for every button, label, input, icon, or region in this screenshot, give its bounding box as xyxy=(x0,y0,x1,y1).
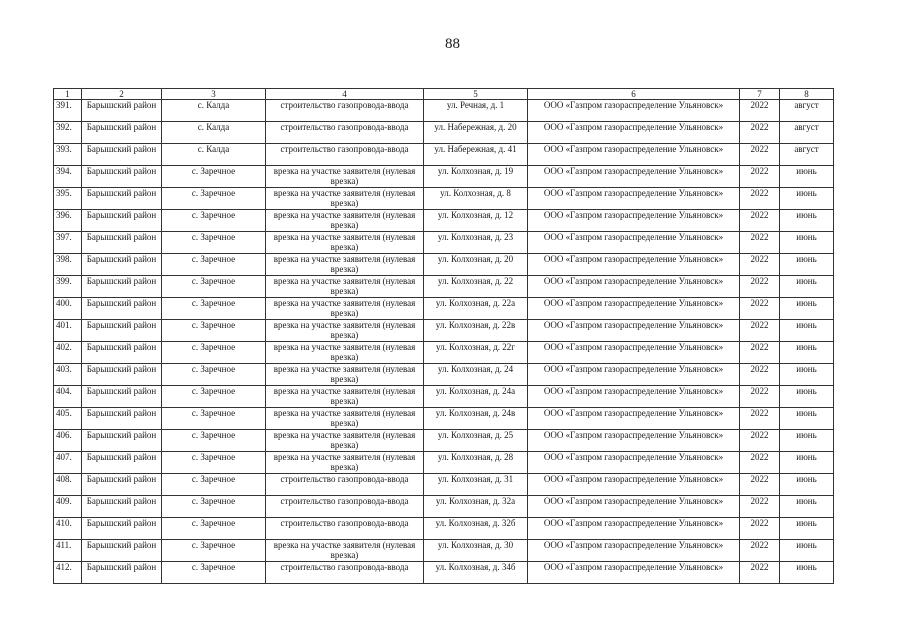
month-cell: июнь xyxy=(780,276,834,298)
column-header: 1 xyxy=(54,89,82,100)
district-cell: Барышский район xyxy=(82,210,162,232)
year-cell: 2022 xyxy=(740,166,780,188)
row-number-cell: 406. xyxy=(54,430,82,452)
organization-cell: ООО «Газпром газораспределение Ульяновск» xyxy=(528,320,740,342)
table-row xyxy=(54,452,834,474)
year-cell: 2022 xyxy=(740,320,780,342)
year-cell: 2022 xyxy=(740,100,780,122)
row-number-cell: 402. xyxy=(54,342,82,364)
locality-cell: с. Заречное xyxy=(162,210,266,232)
work-type-cell: строительство газопровода-ввода xyxy=(266,562,424,584)
locality-cell: с. Калда xyxy=(162,144,266,166)
work-type-cell: строительство газопровода-ввода xyxy=(266,100,424,122)
organization-cell: ООО «Газпром газораспределение Ульяновск» xyxy=(528,276,740,298)
month-cell: август xyxy=(780,100,834,122)
year-cell: 2022 xyxy=(740,496,780,518)
column-header: 3 xyxy=(162,89,266,100)
gas-connection-table xyxy=(53,88,834,584)
row-number-cell: 400. xyxy=(54,298,82,320)
table-row xyxy=(54,562,834,584)
column-header: 7 xyxy=(740,89,780,100)
locality-cell: с. Заречное xyxy=(162,364,266,386)
organization-cell: ООО «Газпром газораспределение Ульяновск» xyxy=(528,122,740,144)
district-cell: Барышский район xyxy=(82,386,162,408)
address-cell: ул. Колхозная, д. 34б xyxy=(424,562,528,584)
address-cell: ул. Колхозная, д. 24в xyxy=(424,408,528,430)
address-cell: ул. Колхозная, д. 32б xyxy=(424,518,528,540)
column-header: 5 xyxy=(424,89,528,100)
row-number-cell: 411. xyxy=(54,540,82,562)
organization-cell: ООО «Газпром газораспределение Ульяновск» xyxy=(528,452,740,474)
locality-cell: с. Заречное xyxy=(162,540,266,562)
locality-cell: с. Заречное xyxy=(162,496,266,518)
locality-cell: с. Калда xyxy=(162,122,266,144)
locality-cell: с. Заречное xyxy=(162,452,266,474)
month-cell: август xyxy=(780,122,834,144)
work-type-cell: врезка на участке заявителя (нулевая врезка) xyxy=(266,276,424,298)
address-cell: ул. Колхозная, д. 32а xyxy=(424,496,528,518)
work-type-cell: врезка на участке заявителя (нулевая врезка) xyxy=(266,254,424,276)
work-type-cell: врезка на участке заявителя (нулевая врезка) xyxy=(266,298,424,320)
table-row xyxy=(54,496,834,518)
row-number-cell: 412. xyxy=(54,562,82,584)
locality-cell: с. Заречное xyxy=(162,320,266,342)
row-number-cell: 403. xyxy=(54,364,82,386)
work-type-cell: врезка на участке заявителя (нулевая врезка) xyxy=(266,232,424,254)
district-cell: Барышский район xyxy=(82,254,162,276)
work-type-cell: врезка на участке заявителя (нулевая врезка) xyxy=(266,408,424,430)
organization-cell: ООО «Газпром газораспределение Ульяновск» xyxy=(528,540,740,562)
table-row xyxy=(54,408,834,430)
organization-cell: ООО «Газпром газораспределение Ульяновск» xyxy=(528,210,740,232)
table-row xyxy=(54,540,834,562)
address-cell: ул. Колхозная, д. 20 xyxy=(424,254,528,276)
address-cell: ул. Колхозная, д. 30 xyxy=(424,540,528,562)
table-row xyxy=(54,166,834,188)
organization-cell: ООО «Газпром газораспределение Ульяновск» xyxy=(528,364,740,386)
organization-cell: ООО «Газпром газораспределение Ульяновск» xyxy=(528,342,740,364)
year-cell: 2022 xyxy=(740,452,780,474)
organization-cell: ООО «Газпром газораспределение Ульяновск» xyxy=(528,100,740,122)
district-cell: Барышский район xyxy=(82,430,162,452)
district-cell: Барышский район xyxy=(82,166,162,188)
district-cell: Барышский район xyxy=(82,298,162,320)
address-cell: ул. Колхозная, д. 31 xyxy=(424,474,528,496)
work-type-cell: врезка на участке заявителя (нулевая врезка) xyxy=(266,540,424,562)
table-row xyxy=(54,386,834,408)
year-cell: 2022 xyxy=(740,562,780,584)
year-cell: 2022 xyxy=(740,408,780,430)
district-cell: Барышский район xyxy=(82,320,162,342)
year-cell: 2022 xyxy=(740,276,780,298)
district-cell: Барышский район xyxy=(82,232,162,254)
locality-cell: с. Заречное xyxy=(162,254,266,276)
month-cell: июнь xyxy=(780,298,834,320)
district-cell: Барышский район xyxy=(82,188,162,210)
table-row xyxy=(54,430,834,452)
work-type-cell: врезка на участке заявителя (нулевая врезка) xyxy=(266,210,424,232)
district-cell: Барышский район xyxy=(82,562,162,584)
work-type-cell: врезка на участке заявителя (нулевая врезка) xyxy=(266,430,424,452)
month-cell: июнь xyxy=(780,188,834,210)
organization-cell: ООО «Газпром газораспределение Ульяновск» xyxy=(528,562,740,584)
work-type-cell: врезка на участке заявителя (нулевая врезка) xyxy=(266,386,424,408)
locality-cell: с. Заречное xyxy=(162,430,266,452)
organization-cell: ООО «Газпром газораспределение Ульяновск» xyxy=(528,232,740,254)
year-cell: 2022 xyxy=(740,342,780,364)
address-cell: ул. Колхозная, д. 8 xyxy=(424,188,528,210)
month-cell: июнь xyxy=(780,452,834,474)
locality-cell: с. Заречное xyxy=(162,166,266,188)
year-cell: 2022 xyxy=(740,122,780,144)
organization-cell: ООО «Газпром газораспределение Ульяновск» xyxy=(528,144,740,166)
row-number-cell: 405. xyxy=(54,408,82,430)
row-number-cell: 392. xyxy=(54,122,82,144)
work-type-cell: строительство газопровода-ввода xyxy=(266,144,424,166)
column-header: 2 xyxy=(82,89,162,100)
year-cell: 2022 xyxy=(740,210,780,232)
row-number-cell: 396. xyxy=(54,210,82,232)
year-cell: 2022 xyxy=(740,254,780,276)
table-row xyxy=(54,254,834,276)
table-row xyxy=(54,188,834,210)
table-row xyxy=(54,232,834,254)
table-row xyxy=(54,298,834,320)
work-type-cell: врезка на участке заявителя (нулевая врезка) xyxy=(266,320,424,342)
year-cell: 2022 xyxy=(740,364,780,386)
row-number-cell: 399. xyxy=(54,276,82,298)
month-cell: июнь xyxy=(780,540,834,562)
work-type-cell: врезка на участке заявителя (нулевая врезка) xyxy=(266,188,424,210)
table-row xyxy=(54,518,834,540)
month-cell: июнь xyxy=(780,254,834,276)
year-cell: 2022 xyxy=(740,518,780,540)
row-number-cell: 394. xyxy=(54,166,82,188)
month-cell: июнь xyxy=(780,562,834,584)
year-cell: 2022 xyxy=(740,540,780,562)
column-header: 6 xyxy=(528,89,740,100)
locality-cell: с. Заречное xyxy=(162,562,266,584)
organization-cell: ООО «Газпром газораспределение Ульяновск» xyxy=(528,496,740,518)
column-header: 4 xyxy=(266,89,424,100)
row-number-cell: 407. xyxy=(54,452,82,474)
address-cell: ул. Набережная, д. 20 xyxy=(424,122,528,144)
row-number-cell: 404. xyxy=(54,386,82,408)
work-type-cell: строительство газопровода-ввода xyxy=(266,122,424,144)
row-number-cell: 397. xyxy=(54,232,82,254)
locality-cell: с. Заречное xyxy=(162,276,266,298)
month-cell: июнь xyxy=(780,364,834,386)
month-cell: июнь xyxy=(780,408,834,430)
row-number-cell: 391. xyxy=(54,100,82,122)
address-cell: ул. Колхозная, д. 19 xyxy=(424,166,528,188)
row-number-cell: 408. xyxy=(54,474,82,496)
year-cell: 2022 xyxy=(740,298,780,320)
organization-cell: ООО «Газпром газораспределение Ульяновск» xyxy=(528,430,740,452)
organization-cell: ООО «Газпром газораспределение Ульяновск» xyxy=(528,298,740,320)
table-row xyxy=(54,122,834,144)
month-cell: август xyxy=(780,144,834,166)
year-cell: 2022 xyxy=(740,430,780,452)
month-cell: июнь xyxy=(780,320,834,342)
page-number: 88 xyxy=(445,36,460,52)
address-cell: ул. Колхозная, д. 24 xyxy=(424,364,528,386)
work-type-cell: строительство газопровода-ввода xyxy=(266,474,424,496)
address-cell: ул. Колхозная, д. 22в xyxy=(424,320,528,342)
locality-cell: с. Заречное xyxy=(162,188,266,210)
organization-cell: ООО «Газпром газораспределение Ульяновск» xyxy=(528,188,740,210)
address-cell: ул. Колхозная, д. 22а xyxy=(424,298,528,320)
address-cell: ул. Колхозная, д. 22г xyxy=(424,342,528,364)
locality-cell: с. Заречное xyxy=(162,408,266,430)
month-cell: июнь xyxy=(780,474,834,496)
table-row xyxy=(54,474,834,496)
organization-cell: ООО «Газпром газораспределение Ульяновск» xyxy=(528,166,740,188)
month-cell: июнь xyxy=(780,496,834,518)
district-cell: Барышский район xyxy=(82,100,162,122)
district-cell: Барышский район xyxy=(82,474,162,496)
work-type-cell: врезка на участке заявителя (нулевая врезка) xyxy=(266,342,424,364)
address-cell: ул. Колхозная, д. 25 xyxy=(424,430,528,452)
work-type-cell: врезка на участке заявителя (нулевая врезка) xyxy=(266,166,424,188)
column-number-header-row xyxy=(54,89,834,100)
address-cell: ул. Колхозная, д. 22 xyxy=(424,276,528,298)
organization-cell: ООО «Газпром газораспределение Ульяновск» xyxy=(528,254,740,276)
month-cell: июнь xyxy=(780,166,834,188)
work-type-cell: строительство газопровода-ввода xyxy=(266,496,424,518)
address-cell: ул. Набережная, д. 41 xyxy=(424,144,528,166)
district-cell: Барышский район xyxy=(82,122,162,144)
row-number-cell: 398. xyxy=(54,254,82,276)
district-cell: Барышский район xyxy=(82,408,162,430)
locality-cell: с. Заречное xyxy=(162,518,266,540)
district-cell: Барышский район xyxy=(82,518,162,540)
locality-cell: с. Заречное xyxy=(162,386,266,408)
row-number-cell: 393. xyxy=(54,144,82,166)
work-type-cell: врезка на участке заявителя (нулевая врезка) xyxy=(266,452,424,474)
month-cell: июнь xyxy=(780,342,834,364)
district-cell: Барышский район xyxy=(82,540,162,562)
locality-cell: с. Калда xyxy=(162,100,266,122)
district-cell: Барышский район xyxy=(82,276,162,298)
organization-cell: ООО «Газпром газораспределение Ульяновск» xyxy=(528,408,740,430)
work-type-cell: строительство газопровода-ввода xyxy=(266,518,424,540)
year-cell: 2022 xyxy=(740,188,780,210)
year-cell: 2022 xyxy=(740,386,780,408)
district-cell: Барышский район xyxy=(82,452,162,474)
table-row xyxy=(54,276,834,298)
district-cell: Барышский район xyxy=(82,144,162,166)
year-cell: 2022 xyxy=(740,474,780,496)
district-cell: Барышский район xyxy=(82,364,162,386)
district-cell: Барышский район xyxy=(82,496,162,518)
locality-cell: с. Заречное xyxy=(162,232,266,254)
month-cell: июнь xyxy=(780,518,834,540)
locality-cell: с. Заречное xyxy=(162,342,266,364)
table-row xyxy=(54,100,834,122)
year-cell: 2022 xyxy=(740,144,780,166)
month-cell: июнь xyxy=(780,430,834,452)
address-cell: ул. Речная, д. 1 xyxy=(424,100,528,122)
organization-cell: ООО «Газпром газораспределение Ульяновск» xyxy=(528,518,740,540)
address-cell: ул. Колхозная, д. 28 xyxy=(424,452,528,474)
year-cell: 2022 xyxy=(740,232,780,254)
table-row xyxy=(54,320,834,342)
row-number-cell: 409. xyxy=(54,496,82,518)
locality-cell: с. Заречное xyxy=(162,474,266,496)
address-cell: ул. Колхозная, д. 12 xyxy=(424,210,528,232)
table-row xyxy=(54,144,834,166)
table-row xyxy=(54,210,834,232)
table-body xyxy=(54,100,834,584)
row-number-cell: 410. xyxy=(54,518,82,540)
organization-cell: ООО «Газпром газораспределение Ульяновск» xyxy=(528,386,740,408)
organization-cell: ООО «Газпром газораспределение Ульяновск» xyxy=(528,474,740,496)
row-number-cell: 395. xyxy=(54,188,82,210)
table-row xyxy=(54,364,834,386)
work-type-cell: врезка на участке заявителя (нулевая врезка) xyxy=(266,364,424,386)
district-cell: Барышский район xyxy=(82,342,162,364)
column-header: 8 xyxy=(780,89,834,100)
address-cell: ул. Колхозная, д. 24а xyxy=(424,386,528,408)
month-cell: июнь xyxy=(780,386,834,408)
month-cell: июнь xyxy=(780,210,834,232)
month-cell: июнь xyxy=(780,232,834,254)
address-cell: ул. Колхозная, д. 23 xyxy=(424,232,528,254)
row-number-cell: 401. xyxy=(54,320,82,342)
table-row xyxy=(54,342,834,364)
locality-cell: с. Заречное xyxy=(162,298,266,320)
